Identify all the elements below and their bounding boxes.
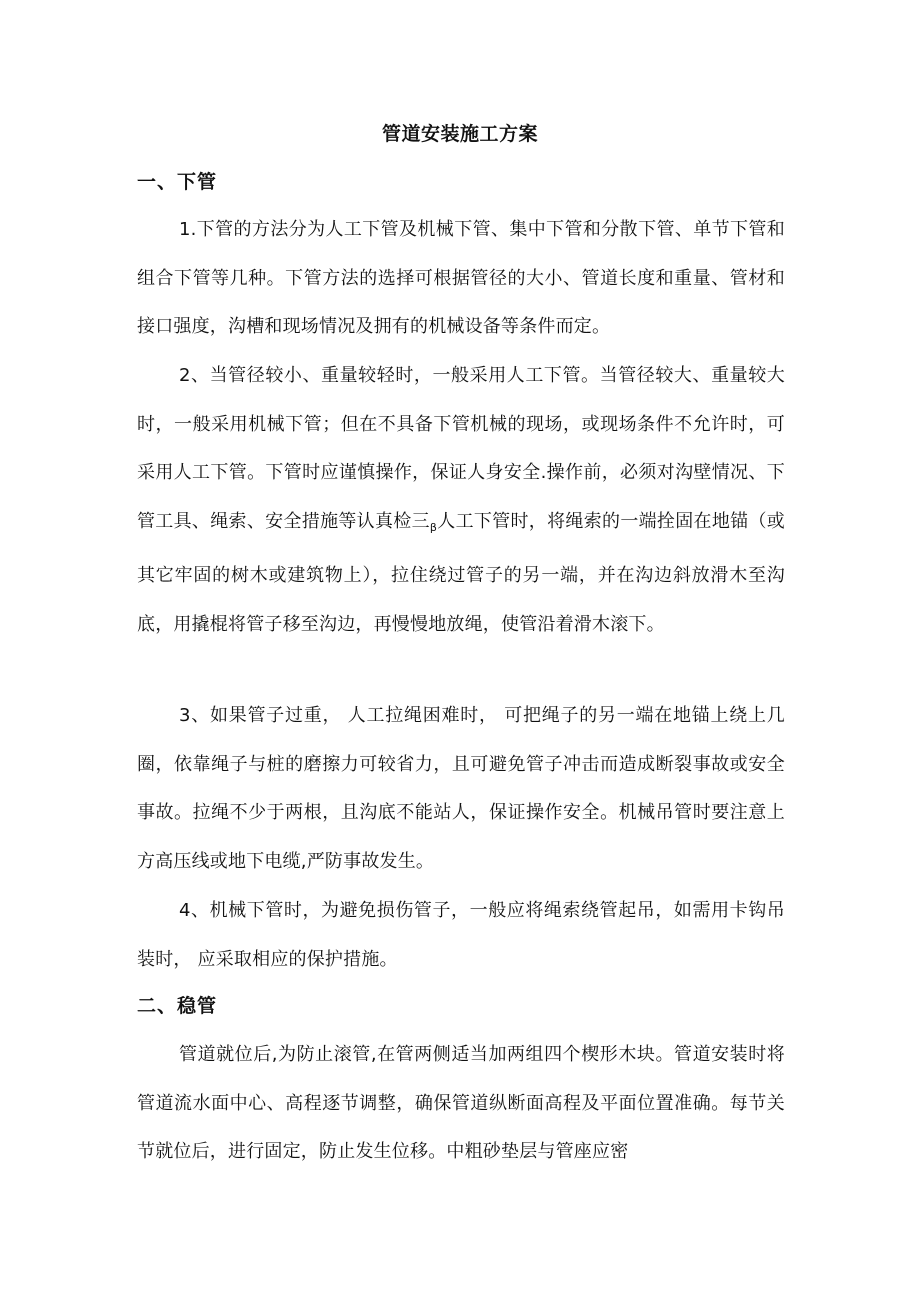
paragraph-4-text: 4、机械下管时，为避免损伤管子，一般应将绳索绕管起吊，如需用卡钩吊装时， 应采取相应的保护措施。: [137, 900, 785, 970]
paragraph-2-text-b: 人工下管时，将绳索的一端拴固在地锚（或其它牢固的树木或建筑物上），拉住绕过管子的另一端，并在沟边斜放滑木至沟底，用撬棍将管子移至沟边，再慢慢地放绳，使管沿着滑木滚下。: [137, 510, 785, 635]
section-heading-stabilize-pipe: 二、稳管: [137, 995, 218, 1017]
paragraph-1-text: 1.下管的方法分为人工下管及机械下管、集中下管和分散下管、单节下管和组合下管等几种。下管方法的选择可根据管径的大小、管道长度和重量、管材和接口强度，沟槽和现场情况及拥有的机械设备等条件而定。: [137, 219, 785, 338]
paragraph-5-text: 管道就位后,为防止滚管,在管两侧适当加两组四个楔形木块。管道安装时将管道流水面中心、高程逐节调整，确保管道纵断面高程及平面位置准确。每节关节就位后，进行固定，防止发生位移。中粗砂垫层与管座应密: [137, 1044, 785, 1163]
page-title: 管道安装施工方案: [381, 123, 538, 145]
paragraph-5: [137, 1031, 785, 1177]
section-heading-lower-pipe: 一、下管: [137, 171, 218, 193]
paragraph-4: [137, 887, 785, 984]
paragraph-3-text: 3、如果管子过重， 人工拉绳困难时， 可把绳子的另一端在地锚上绕上几圈，依靠绳子与桩的磨擦力可较省力，且可避免管子冲击而造成断裂事故或安全事故。拉绳不少于两根，且沟底不能站人，保证操作安全。机械吊管时要注意上方高压线或地下电缆,严防事故发生。: [137, 705, 785, 872]
paragraph-3: [137, 692, 785, 886]
paragraph-2-artifact: 三: [411, 510, 430, 532]
paragraph-2-artifact-sub: β: [429, 520, 438, 534]
paragraph-2-text-a: 2、当管径较小、重量较轻时，一般采用人工下管。当管径较大、重量较大时，一般采用机械下管；但在不具备下管机械的现场，或现场条件不允许时，可采用人工下管。下管时应谨慎操作，保证人身安全.操作前，必须对沟壁情况、下管工具、绳索、安全措施等认真检: [137, 365, 785, 532]
paragraph-1: [137, 206, 785, 352]
paragraph-2: [137, 352, 785, 650]
